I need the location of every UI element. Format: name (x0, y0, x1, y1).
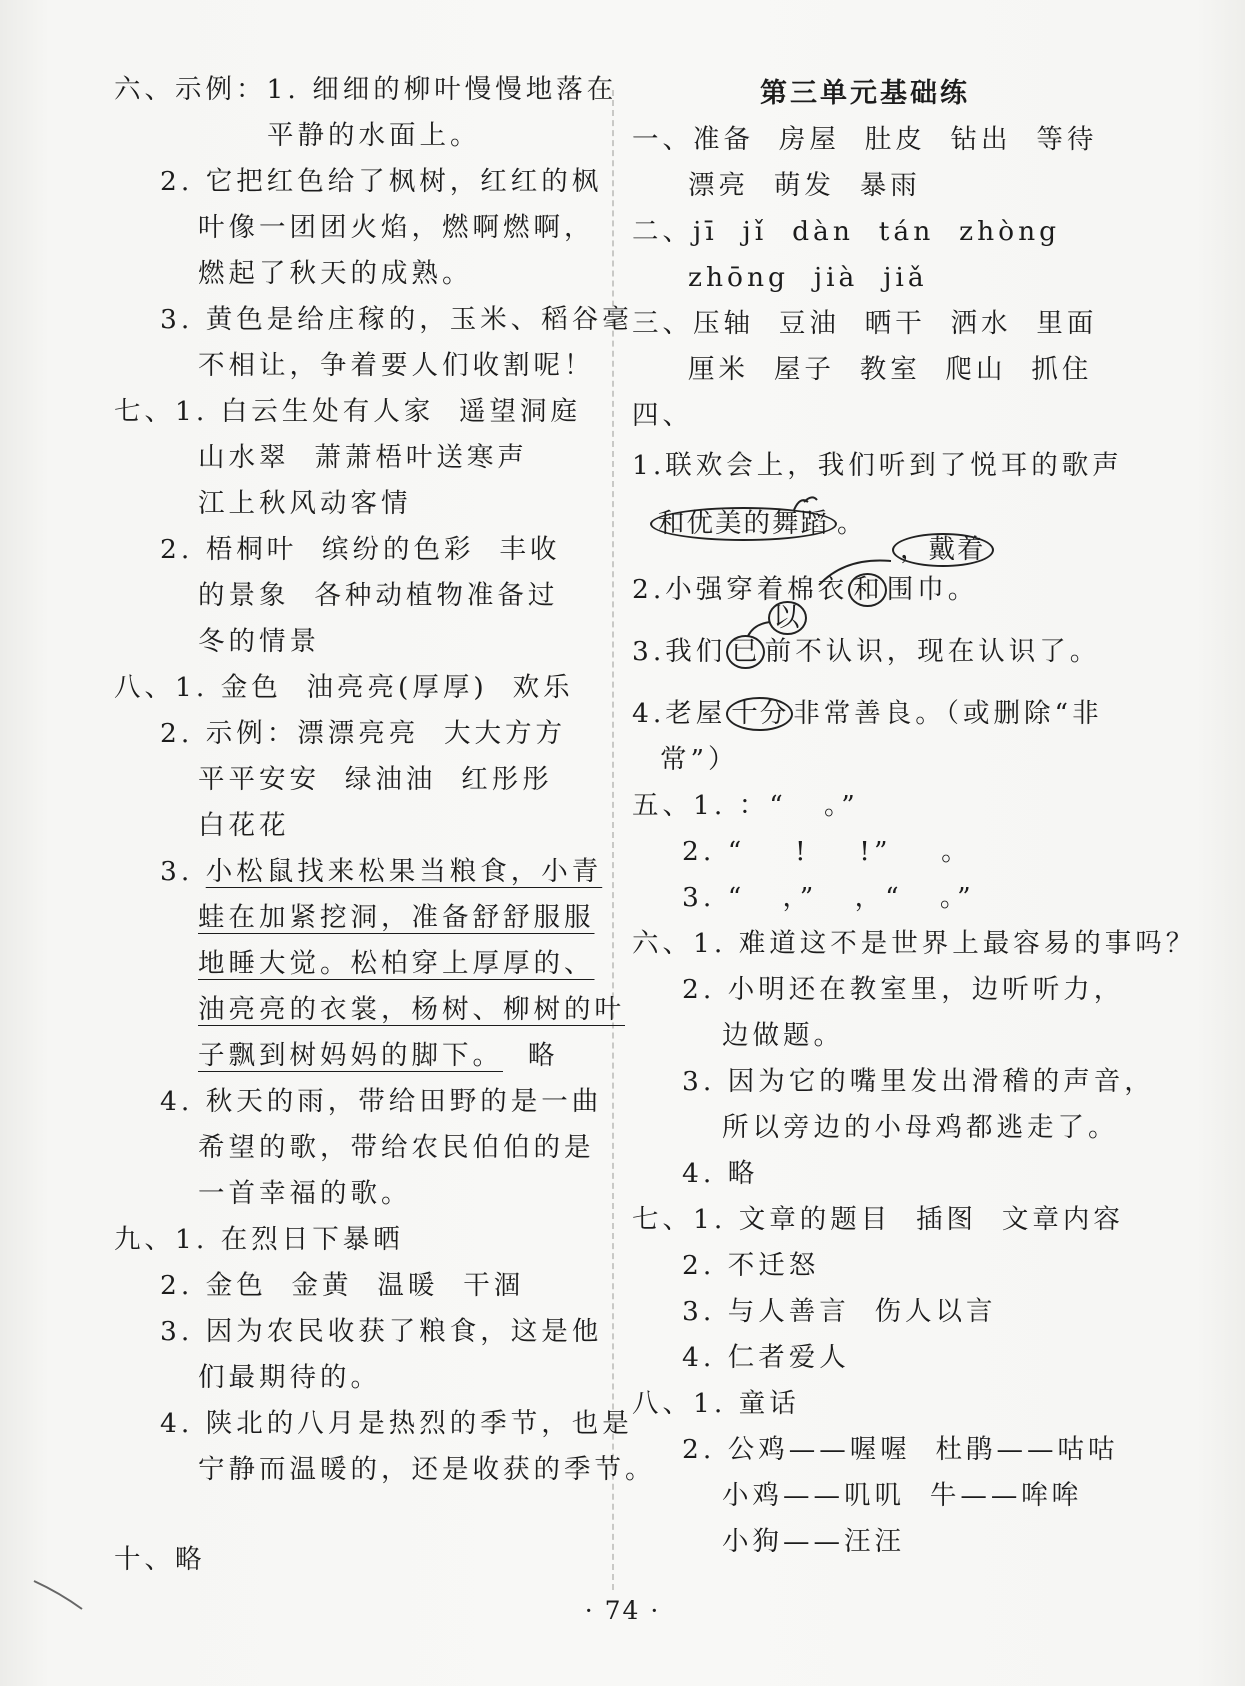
insertion-bubble: ，戴着 (892, 533, 994, 567)
answer-line (198, 1038, 558, 1074)
answer-line: 4. 略 (682, 1158, 759, 1189)
answer-line: 4. 陕北的八月是热烈的季节，也是 (160, 1408, 633, 1439)
answer-line: 七、1. 文章的题目 插图 文章内容 (632, 1204, 1124, 1235)
answer-line: 3. 与人善言 伤人以言 (682, 1296, 997, 1327)
answer-line: 四、 (632, 400, 693, 431)
answer-line: 2. 梧桐叶 缤纷的色彩 丰收 (160, 534, 561, 565)
answer-line: 2. 不迁怒 (682, 1250, 820, 1281)
inserted-text (892, 532, 994, 568)
transpose-mark-icon (790, 492, 820, 514)
answer-text: 3.我们 (632, 636, 727, 667)
correction-line (632, 696, 1103, 732)
answer-line: 希望的歌，带给农民伯伯的是 (198, 1132, 595, 1163)
underlined-answer: 油亮亮的衣裳，杨树、柳树的叶 (198, 994, 625, 1025)
answer-line: 边做题。 (722, 1020, 844, 1051)
pinyin-line: zhōng jià jiǎ (688, 262, 928, 293)
correction-line (650, 506, 868, 542)
answer-line: 九、1. 在烈日下暴晒 (114, 1224, 404, 1255)
answer-line: 六、1. 难道这不是世界上最容易的事吗？ (632, 928, 1197, 959)
page-number: · 74 · (584, 1596, 661, 1625)
circled-text: 和 (848, 573, 887, 607)
answer-line: 叶像一团团火焰，燃啊燃啊， (198, 212, 595, 243)
answer-tail: 略 (503, 1040, 559, 1071)
section-title: 第三单元基础练 (760, 78, 970, 109)
answer-line: 平平安安 绿油油 红彤彤 (198, 764, 553, 795)
answer-line: 小狗——汪汪 (722, 1526, 905, 1557)
answer-line (160, 854, 602, 890)
circled-text: 十分 (726, 697, 793, 731)
answer-text: 4.老屋 (632, 698, 727, 729)
answer-line: 2. 示例：漂漂亮亮 大大方方 (160, 718, 567, 749)
answer-line: 三、压轴 豆油 晒干 洒水 里面 (632, 308, 1098, 339)
page-curl-mark (30, 1575, 90, 1615)
answer-line: 燃起了秋天的成熟。 (198, 258, 473, 289)
circled-text: 和优美的舞蹈 (650, 507, 837, 541)
answer-line: 五、1. ：“ 。” (632, 790, 859, 821)
answer-line: 一、准备 房屋 肚皮 钻出 等待 (632, 124, 1098, 155)
answer-line: 厘米 屋子 教室 爬山 抓住 (688, 354, 1093, 385)
answer-line: 2. 它把红色给了枫树，红红的枫 (160, 166, 603, 197)
answer-line: 山水翠 萧萧梧叶送寒声 (198, 442, 528, 473)
answer-line: 2. “ ! !” 。 (682, 836, 972, 867)
answer-line: 1.联欢会上，我们听到了悦耳的歌声 (632, 450, 1123, 481)
pinyin-line: 二、jī jǐ dàn tán zhòng (632, 216, 1061, 247)
answer-line: 2. 公鸡——喔喔 杜鹃——咕咕 (682, 1434, 1119, 1465)
answer-line: 4. 仁者爱人 (682, 1342, 850, 1373)
answer-line: 3. 因为农民收获了粮食，这是他 (160, 1316, 603, 1347)
answer-tail: 。 (837, 508, 868, 539)
circled-text: 已 (726, 635, 765, 669)
answer-line: 八、1. 童话 (632, 1388, 800, 1419)
answer-line: 宁静而温暖的，还是收获的季节。 (198, 1454, 656, 1485)
answer-text: 2.小强穿着棉衣 (632, 574, 849, 605)
answer-line: 十、略 (114, 1544, 206, 1575)
insertion-bubble: 以 (768, 601, 807, 635)
answer-line: 平静的水面上。 (267, 120, 481, 151)
answer-line: 2. 小明还在教室里，边听听力， (682, 974, 1125, 1005)
answer-line: 一首幸福的歌。 (198, 1178, 412, 1209)
correction-line (632, 634, 1100, 670)
answer-line: 冬的情景 (198, 626, 320, 657)
answer-line: 八、1. 金色 油亮亮(厚厚) 欢乐 (114, 672, 574, 703)
answer-line: 2. 金色 金黄 温暖 干涸 (160, 1270, 525, 1301)
answer-line: 3. 黄色是给庄稼的，玉米、稻谷毫 (160, 304, 633, 335)
answer-line: 七、1. 白云生处有人家 遥望洞庭 (114, 396, 582, 427)
underlined-answer: 小松鼠找来松果当粮食，小青 (205, 856, 603, 887)
answer-line: 漂亮 萌发 暴雨 (688, 170, 921, 201)
answer-line: 3. “ ，” ，“ 。” (682, 882, 975, 913)
answer-line: 3. 因为它的嘴里发出滑稽的声音， (682, 1066, 1155, 1097)
underlined-answer: 蛙在加紧挖洞，准备舒舒服服 (198, 902, 595, 933)
answer-line: 不相让，争着要人们收割呢！ (198, 350, 595, 381)
answer-line: 常”） (660, 744, 739, 775)
answer-text: 围巾。 (886, 574, 979, 605)
answer-text: 非常善良。（或删除“非 (793, 698, 1103, 729)
answer-line: 小鸡——叽叽 牛——哞哞 (722, 1480, 1083, 1511)
answer-line: 白花花 (198, 810, 290, 841)
underlined-answer: 地睡大觉。松柏穿上厚厚的、 (198, 948, 595, 979)
answer-line: 4. 秋天的雨，带给田野的是一曲 (160, 1086, 603, 1117)
underlined-answer: 子飘到树妈妈的脚下。 (198, 1040, 503, 1071)
answer-line: 的景象 各种动植物准备过 (198, 580, 559, 611)
answer-line: 江上秋风动客情 (198, 488, 412, 519)
answer-line: 所以旁边的小母鸡都逃走了。 (722, 1112, 1119, 1143)
item-number: 3. (160, 856, 206, 887)
answer-line: 们最期待的。 (198, 1362, 381, 1393)
answer-line: 六、示例：1. 细细的柳叶慢慢地落在 (114, 74, 618, 105)
answer-text: 前不认识，现在认识了。 (764, 636, 1101, 667)
